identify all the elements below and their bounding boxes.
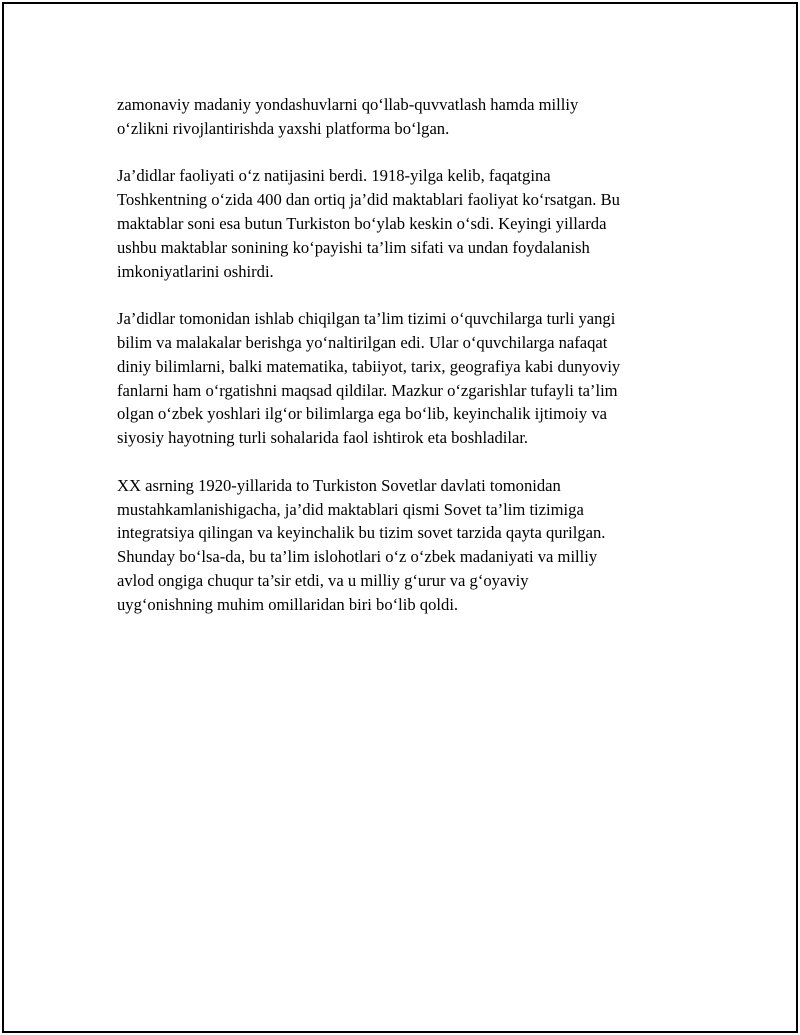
- document-body: [117, 93, 677, 640]
- text-line: zamonaviy madaniy yondashuvlarni qo‘llab-quvvatlash hamda milliy: [117, 95, 579, 114]
- paragraph-2: [117, 164, 677, 283]
- text-line: avlod ongiga chuqur ta’sir etdi, va u milliy g‘urur va g‘oyaviy: [117, 570, 529, 590]
- paragraph-4: [117, 474, 677, 617]
- text-line: Ja’didlar tomonidan ishlab chiqilgan ta’lim tizimi o‘quvchilarga turli yangi: [117, 309, 616, 329]
- text-line: integratsiya qilingan va keyinchalik bu tizim sovet tarzida qayta qurilgan.: [117, 523, 606, 543]
- text-line: o‘zlikni rivojlantirishda yaxshi platforma bo‘lgan.: [117, 118, 450, 138]
- text-line: uyg‘onishning muhim omillaridan biri bo‘lib qoldi.: [117, 594, 459, 614]
- text-line: Shunday bo‘lsa-da, bu ta’lim islohotlari o‘z o‘zbek madaniyati va milliy: [117, 547, 598, 567]
- text-line: fanlarni ham o‘rgatishni maqsad qildilar. Mazkur o‘zgarishlar tufayli ta’lim: [117, 380, 618, 400]
- text-line: imkoniyatlarini oshirdi.: [117, 261, 274, 281]
- text-line: XX asrning 1920-yillarida to Turkiston Sovetlar davlati tomonidan: [117, 475, 561, 495]
- paragraph-1: [117, 93, 677, 141]
- text-line: bilim va malakalar berishga yo‘naltirilgan edi. Ular o‘quvchilarga nafaqat: [117, 332, 608, 352]
- text-line: olgan o‘zbek yoshlari ilg‘or bilimlarga ega bo‘lib, keyinchalik ijtimoiy va: [117, 404, 608, 424]
- text-line: ushbu maktablar sonining ko‘payishi ta’lim sifati va undan foydalanish: [117, 237, 590, 257]
- text-line: Toshkentning o‘zida 400 dan ortiq ja’did maktablari faoliyat ko‘rsatgan. Bu: [117, 190, 620, 210]
- text-line: siyosiy hayotning turli sohalarida faol ishtirok eta boshladilar.: [117, 428, 529, 448]
- text-line: mustahkamlanishigacha, ja’did maktablari qismi Sovet ta’lim tizimiga: [117, 499, 584, 519]
- text-line: diniy bilimlarni, balki matematika, tabiiyot, tarix, geografiya kabi dunyoviy: [117, 356, 621, 376]
- text-line: Ja’didlar faoliyati o‘z natijasini berdi. 1918-yilga kelib, faqatgina: [117, 166, 551, 186]
- paragraph-3: [117, 307, 677, 450]
- text-line: maktablar soni esa butun Turkiston bo‘ylab keskin o‘sdi. Keyingi yillarda: [117, 213, 607, 233]
